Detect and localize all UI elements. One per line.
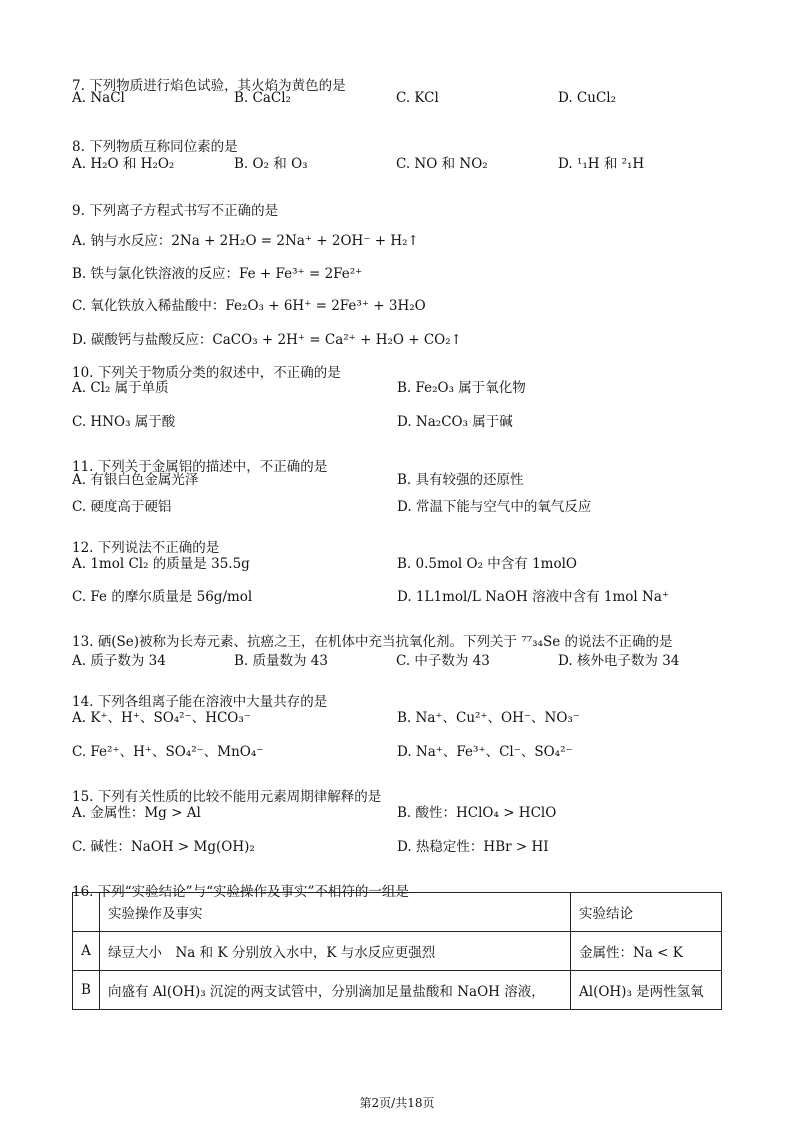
q12-option-c: C. Fe 的摩尔质量是 56g/mol bbox=[72, 589, 253, 605]
q16-stem: 16. 下列“实验结论”与“实验操作及事实”不相符的一组是 bbox=[72, 883, 409, 900]
q12-options-row2 bbox=[72, 585, 722, 605]
q9-option-c: C. 氧化铁放入稀盐酸中：Fe₂O₃ + 6H⁺ = 2Fe³⁺ + 3H₂O bbox=[72, 297, 426, 314]
q10-option-c: C. HNO₃ 属于酸 bbox=[72, 414, 176, 430]
q14-options-row1 bbox=[72, 706, 722, 726]
q15-option-c: C. 碱性：NaOH > Mg(OH)₂ bbox=[72, 839, 255, 855]
q11-option-c: C. 硬度高于硬铝 bbox=[72, 499, 172, 515]
q13-option-b: B. 质量数为 43 bbox=[234, 653, 328, 669]
q15-option-d: D. 热稳定性：HBr > HI bbox=[397, 839, 549, 855]
q16-table bbox=[72, 892, 722, 1010]
q15-options-row2 bbox=[72, 835, 722, 855]
q10-option-b: B. Fe₂O₃ 属于氧化物 bbox=[397, 380, 526, 396]
q7-option-b: B. CaCl₂ bbox=[234, 90, 291, 106]
q10-options-row2 bbox=[72, 410, 722, 430]
q11-option-d: D. 常温下能与空气中的氧气反应 bbox=[397, 499, 592, 515]
q11-option-a: A. 有银白色金属光泽 bbox=[72, 472, 199, 488]
q11-options-row1 bbox=[72, 468, 722, 488]
q7-option-d: D. CuCl₂ bbox=[558, 90, 617, 106]
table-header-cell: 实验操作及事实 bbox=[100, 893, 571, 932]
q15-options-row1 bbox=[72, 801, 722, 821]
table-header-cell: 实验结论 bbox=[571, 893, 722, 932]
table-cell: 绿豆大小 Na 和 K 分别放入水中，K 与水反应更强烈 bbox=[100, 932, 571, 971]
q12-options-row1 bbox=[72, 552, 722, 572]
table-header-row bbox=[73, 893, 722, 932]
q10-option-d: D. Na₂CO₃ 属于碱 bbox=[397, 414, 513, 430]
table-row bbox=[73, 932, 722, 971]
q14-option-a: A. K⁺、H⁺、SO₄²⁻、HCO₃⁻ bbox=[72, 710, 251, 726]
q13-option-a: A. 质子数为 34 bbox=[72, 653, 166, 669]
q14-stem: 14. 下列各组离子能在溶液中大量共存的是 bbox=[72, 693, 328, 710]
q12-option-a: A. 1mol Cl₂ 的质量是 35.5g bbox=[72, 556, 250, 572]
table-cell: Al(OH)₃ 是两性氢氧 bbox=[571, 971, 722, 1010]
q7-option-a: A. NaCl bbox=[72, 90, 125, 106]
q15-stem: 15. 下列有关性质的比较不能用元素周期律解释的是 bbox=[72, 788, 382, 805]
q7-stem: 7. 下列物质进行焰色试验，其火焰为黄色的是 bbox=[72, 77, 346, 94]
q8-option-a: A. H₂O 和 H₂O₂ bbox=[72, 156, 175, 172]
q14-option-b: B. Na⁺、Cu²⁺、OH⁻、NO₃⁻ bbox=[397, 710, 580, 726]
q7-options bbox=[72, 90, 720, 106]
q10-stem: 10. 下列关于物质分类的叙述中，不正确的是 bbox=[72, 364, 341, 381]
q12-stem: 12. 下列说法不正确的是 bbox=[72, 539, 220, 556]
table-cell: 金属性：Na < K bbox=[571, 932, 722, 971]
table-cell: A bbox=[73, 932, 100, 971]
q10-options-row1 bbox=[72, 376, 722, 396]
q13-option-c: C. 中子数为 43 bbox=[396, 653, 490, 669]
table-cell: B bbox=[73, 971, 100, 1010]
page-footer: 第2页/共18页 bbox=[359, 1096, 435, 1110]
q8-option-b: B. O₂ 和 O₃ bbox=[234, 156, 308, 172]
table-header-cell bbox=[73, 893, 100, 932]
q12-option-d: D. 1L1mol/L NaOH 溶液中含有 1mol Na⁺ bbox=[397, 589, 670, 605]
q13-options bbox=[72, 649, 720, 669]
table-row bbox=[73, 971, 722, 1010]
q13-option-d: D. 核外电子数为 34 bbox=[558, 653, 680, 669]
q9-stem: 9. 下列离子方程式书写不正确的是 bbox=[72, 202, 279, 219]
q8-options bbox=[72, 152, 720, 172]
q8-stem: 8. 下列物质互称同位素的是 bbox=[72, 138, 238, 155]
q9-option-d: D. 碳酸钙与盐酸反应：CaCO₃ + 2H⁺ = Ca²⁺ + H₂O + CO₂↑ bbox=[72, 331, 462, 348]
q14-options-row2 bbox=[72, 740, 722, 760]
q15-option-b: B. 酸性：HClO₄ > HClO bbox=[397, 805, 557, 821]
q9-option-a: A. 钠与水反应：2Na + 2H₂O = 2Na⁺ + 2OH⁻ + H₂↑ bbox=[72, 232, 419, 249]
q14-option-c: C. Fe²⁺、H⁺、SO₄²⁻、MnO₄⁻ bbox=[72, 744, 264, 760]
q12-option-b: B. 0.5mol O₂ 中含有 1molO bbox=[397, 556, 577, 572]
q8-option-c: C. NO 和 NO₂ bbox=[396, 156, 488, 172]
q11-option-b: B. 具有较强的还原性 bbox=[397, 472, 524, 488]
q9-option-b: B. 铁与氯化铁溶液的反应：Fe + Fe³⁺ = 2Fe²⁺ bbox=[72, 265, 363, 282]
table-cell: 向盛有 Al(OH)₃ 沉淀的两支试管中，分别滴加足量盐酸和 NaOH 溶液， bbox=[100, 971, 571, 1010]
q11-stem: 11. 下列关于金属铝的描述中，不正确的是 bbox=[72, 458, 328, 475]
q13-stem: 13. 硒(Se)被称为长寿元素、抗癌之王，在机体中充当抗氧化剂。下列关于 ⁷⁷₃₄Se 的说法不正确的是 bbox=[72, 633, 673, 650]
q8-option-d: D. ¹₁H 和 ²₁H bbox=[558, 156, 645, 172]
q11-options-row2 bbox=[72, 495, 722, 515]
q10-option-a: A. Cl₂ 属于单质 bbox=[72, 380, 169, 396]
q15-option-a: A. 金属性：Mg > Al bbox=[72, 805, 201, 821]
q14-option-d: D. Na⁺、Fe³⁺、Cl⁻、SO₄²⁻ bbox=[397, 744, 573, 760]
q7-option-c: C. KCl bbox=[396, 90, 439, 106]
